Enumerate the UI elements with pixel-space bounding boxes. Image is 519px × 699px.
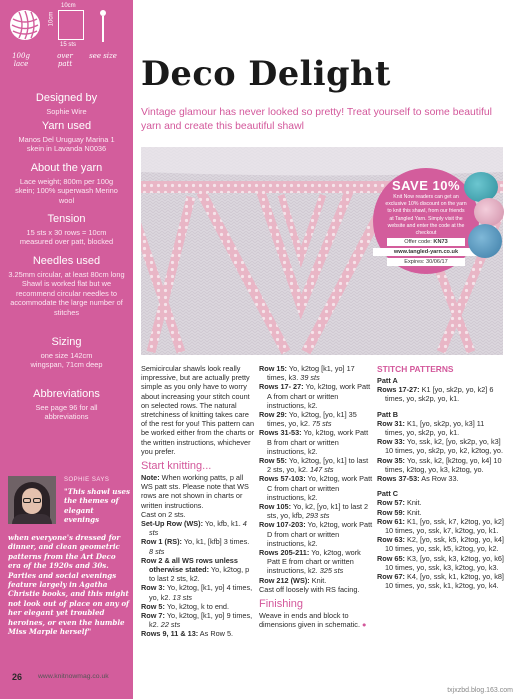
needles-section — [0, 255, 133, 317]
yarn-body: Manos Del Uruguay Marina 1 skein in Lavanda N0036 — [18, 135, 115, 154]
pattern-row — [259, 520, 373, 548]
patt-b-rows — [377, 419, 505, 483]
pattern-row — [377, 508, 505, 517]
column-3 — [377, 364, 505, 590]
row-label: Rows 9, 11 & 13: — [141, 629, 199, 639]
offer-description: Knit Now readers can get an exclusive 10% discount on the yarn to knit this shawl, from our friends at Tangled Yarn. Simply visit the website and enter the code at the checkout — [385, 194, 467, 237]
pattern-row — [377, 456, 505, 474]
column-1-intro: Semicircular shawls look really impressive, but are actually pretty simple as you only have to worry about increasing your stitch count on selected rows. The natural stretchiness of knitting takes care of the rest for you! This pattern can be worked either from the charts or the written instructions, whichever you prefer. — [141, 364, 255, 456]
blog-watermark: txjxzbd.blog.163.com — [447, 687, 513, 694]
row-label: Rows 205-211: — [259, 548, 310, 558]
needles-body: 3.25mm circular, at least 80cm long Shawl is worked flat but we recommend circular needles to accommodate the large number of stitches — [8, 270, 125, 317]
row-label: Row 35: — [377, 455, 405, 465]
offer-code-box — [387, 238, 465, 246]
pattern-row — [259, 382, 373, 410]
column-2-rows — [259, 364, 373, 585]
row-label: Rows 57-103: — [259, 474, 306, 484]
designer-quote-rest: when everyone's dressed for dinner, and clean geometric patterns from the Art Deco era of the 1920s and 30s. Parties and social evenings feature largely in Agatha Christie books, and this might not look out of place on any of her elegant yet troubled heroines, or even the humble Miss Marple herself" — [8, 533, 130, 637]
sizing-body: one size 142cm wingspan, 71cm deep — [30, 351, 103, 370]
row-stitch-count: 4 sts — [149, 519, 247, 538]
row-label: Row 61: — [377, 516, 405, 526]
note-text: When working patts, p all WS patt sts. Please note that WS rows are not shown in charts or written instructions. — [141, 473, 249, 510]
row-label: Row 1 (RS): — [141, 537, 182, 547]
gauge-caption: over patt — [57, 52, 73, 68]
pattern-row — [259, 576, 373, 585]
row-instruction: Knit. — [309, 575, 327, 585]
pattern-row — [377, 419, 505, 437]
yarn-section — [0, 120, 133, 154]
sophie-says-label: SOPHIE SAYS — [64, 477, 110, 483]
row-instruction: Yo, k2tog, p to last 2 sts, k2. — [149, 565, 250, 584]
pattern-row — [377, 474, 505, 483]
pattern-row — [141, 537, 255, 555]
pattern-row — [259, 410, 373, 428]
row-instruction: Yo, k2tog, work Patt E from chart or written instructions, k2. — [267, 548, 361, 576]
row-instruction: Yo, k1, [kfb] 3 times. — [181, 537, 250, 547]
row-instruction: K4, [yo, ssk, k1, k2tog, yo, k8] 10 times, yo, ssk, k1, k2tog, yo, k4. — [385, 572, 504, 591]
row-instruction: As Row 5. — [198, 629, 234, 639]
abbreviations-body: See page 96 for all abbreviations — [35, 403, 98, 422]
row-label: Row 59: — [377, 507, 405, 517]
row-label: Set-Up Row (WS): — [141, 519, 204, 529]
article-title: Deco Delight — [141, 54, 391, 93]
pattern-note — [141, 473, 255, 510]
designer-section — [0, 92, 133, 116]
pattern-row — [377, 517, 505, 535]
row-instruction: K2, [yo, ssk, k5, k2tog, yo, k4] 10 times, yo, ssk, k5, k2tog, yo, k2. — [385, 535, 504, 554]
discount-offer-badge — [373, 168, 479, 274]
pattern-row — [377, 535, 505, 553]
tension-body: 15 sts x 30 rows = 10cm measured over patt, blocked — [19, 228, 114, 247]
row-stitch-count: 147 sts — [307, 465, 334, 475]
row-instruction: Knit. — [404, 507, 422, 517]
row-label: Row 3: — [141, 583, 165, 593]
row-label: Row 107-203: — [259, 520, 306, 530]
pattern-row — [377, 385, 505, 403]
designer-avatar — [8, 476, 56, 524]
row-label: Row 2 & all WS rows unless otherwise stated: — [141, 555, 238, 575]
row-instruction: Yo, k2, [yo, k1] to last 2 sts, yo, kfb, — [267, 502, 369, 521]
row-instruction: K1 [yo, sk2p, yo, k2] 6 times, yo, sk2p, yo, k1. — [385, 385, 494, 404]
about-yarn-body: Lace weight; 800m per 100g skein; 100% superwash Merino wool — [15, 177, 118, 205]
pattern-row — [141, 583, 255, 601]
row-stitch-count: 75 sts — [309, 419, 332, 429]
tension-section — [0, 213, 133, 247]
sizing-heading: Sizing — [51, 336, 82, 348]
about-yarn-heading: About the yarn — [30, 162, 103, 174]
pattern-row — [141, 611, 255, 629]
offer-code: KN73 — [433, 239, 448, 246]
row-instruction: Yo, k2tog, k to end. — [164, 601, 230, 611]
patt-c-heading: Patt C — [377, 489, 399, 499]
patt-b-heading: Patt B — [377, 409, 399, 419]
abbreviations-section — [0, 388, 133, 422]
row-stitch-count: 325 sts — [317, 566, 344, 576]
row-instruction: Yo, k2tog [k1, yo] 17 times, k3. — [267, 364, 355, 383]
info-sidebar — [0, 0, 133, 699]
needle-icon — [100, 10, 106, 42]
row-stitch-count: 13 sts — [170, 592, 192, 602]
pattern-row — [141, 602, 255, 611]
page-number: 26 — [12, 672, 23, 682]
patt-a-rows — [377, 385, 505, 403]
row-label: Row 57: — [377, 498, 405, 508]
article-intro: Vintage glamour has never looked so pretty! Treat yourself to some beautiful yarn and create this beautiful shawl — [141, 107, 492, 132]
magazine-url: www.knitnowmag.co.uk — [38, 673, 109, 680]
pattern-row — [141, 629, 255, 638]
pattern-row — [259, 502, 373, 520]
pattern-row — [141, 556, 255, 584]
offer-headline: SAVE 10% — [391, 178, 461, 193]
row-label: Row 5: — [141, 601, 165, 611]
row-instruction: Yo, k2tog, work Patt A from chart or written instructions, k2. — [267, 382, 371, 410]
row-stitch-count: 39 sts — [298, 373, 320, 383]
pattern-row — [377, 572, 505, 590]
end-mark-icon: ● — [362, 620, 367, 630]
row-instruction: Yo, k2tog, [yo, k1] 35 times, yo, k2. — [267, 410, 357, 429]
row-instruction: K1, [yo, ssk, k7, k2tog, yo, k2] 10 times, yo, ssk, k7, k2tog, yo, k1. — [385, 516, 504, 536]
pattern-row — [259, 474, 373, 502]
row-instruction: Yo, k2tog, work Patt B from chart or written instructions, k2. — [267, 428, 369, 456]
yarn-heading: Yarn used — [41, 120, 92, 132]
row-stitch-count: 22 sts — [158, 620, 181, 630]
row-label: Row 31: — [377, 418, 405, 428]
yarn-skein-blue-icon — [468, 224, 502, 258]
gauge-height: 10cm — [48, 11, 55, 27]
row-label: Row 63: — [377, 535, 405, 545]
patt-c-rows — [377, 498, 505, 590]
row-label: Row 15: — [259, 364, 287, 373]
row-label: Row 105: — [259, 502, 292, 512]
row-label: Row 67: — [377, 572, 405, 582]
pattern-row — [259, 456, 373, 474]
row-instruction: Yo, ssk, k2, [yo, sk2p, yo, k3] 10 times, yo, sk2p, yo, k2, k2tog, yo. — [385, 437, 504, 456]
spec-icons — [6, 3, 128, 76]
row-instruction: Yo, k2tog, [k1, yo] 4 times, yo, k2. — [149, 583, 253, 602]
finishing-text: Weave in ends and block to dimensions given in schematic. ● — [259, 611, 367, 630]
designer-heading: Designed by — [35, 92, 98, 104]
row-label: Rows 17- 27: — [259, 382, 304, 392]
designer-quote-start: "This shawl uses the themes of elegant evenings — [64, 487, 130, 525]
row-stitch-count: 8 sts — [149, 546, 165, 556]
offer-website-link[interactable]: www.tangled-yarn.co.uk — [373, 248, 479, 256]
pattern-row — [259, 548, 373, 576]
row-label: Row 33: — [377, 437, 405, 447]
needles-heading: Needles used — [32, 255, 101, 267]
start-knitting-heading: Start knitting... — [141, 460, 212, 473]
column-1-rows — [141, 519, 255, 639]
gauge-stitches: 15 sts — [60, 42, 77, 48]
yarn-weight-caption: 100g lace — [12, 52, 30, 68]
tension-heading: Tension — [47, 213, 86, 225]
column-1 — [141, 364, 255, 639]
yarn-ball-icon — [10, 10, 40, 40]
pattern-row — [377, 498, 505, 507]
patt-a-heading: Patt A — [377, 376, 398, 385]
row-stitch-count: 293 sts — [303, 511, 330, 521]
finishing-heading: Finishing — [259, 598, 304, 611]
about-yarn-section — [0, 162, 133, 205]
pattern-row — [259, 428, 373, 456]
offer-code-label: Offer code: — [404, 239, 432, 246]
column-2 — [259, 364, 373, 629]
row-label: Rows 17-27: — [377, 385, 420, 395]
row-label: Rows 31-53: — [259, 428, 302, 438]
row-label: Row 7: — [141, 611, 165, 621]
row-label: Row 29: — [259, 410, 287, 420]
stitch-patterns-heading: STITCH PATTERNS — [377, 364, 454, 374]
row-label: Rows 37-53: — [377, 474, 420, 484]
cast-on-instruction: Cast on 2 sts. — [141, 509, 186, 519]
row-instruction: Yo, k2tog, work Patt D from chart or written instructions, k2. — [267, 520, 373, 548]
row-instruction: K3, [yo, ssk, k3, k2tog, yo, k6] 10 times, yo, ssk, k3, k2tog, yo, k3. — [385, 553, 504, 572]
row-instruction: As Row 33. — [419, 474, 459, 484]
gauge-width: 10cm — [61, 3, 76, 9]
row-label: Row 212 (WS): — [259, 575, 310, 585]
pattern-row — [377, 437, 505, 455]
row-instruction: Yo, k2tog, [k1, yo] 9 times, k2. — [149, 611, 253, 630]
row-instruction: Yo, ssk, k2, [k2tog, yo, k4] 10 times, k2tog, yo, k3, k2tog, yo. — [385, 455, 502, 474]
row-instruction: Yo, kfb, k1. — [203, 519, 241, 529]
gauge-square-icon — [58, 10, 84, 40]
needle-caption: see size — [89, 52, 117, 60]
pattern-row — [377, 554, 505, 572]
row-label: Row 65: — [377, 553, 405, 563]
row-instruction: Yo, k2tog, work Patt C from chart or written instructions, k2. — [267, 474, 373, 502]
sizing-section — [0, 336, 133, 370]
offer-expiry: Expires: 30/06/17 — [387, 258, 465, 266]
note-label: Note: — [141, 473, 160, 483]
designer-name: Sophie Wire — [46, 107, 87, 116]
row-instruction: K1, [yo, sk2p, yo, k3] 11 times, yo, sk2p, yo, k1. — [385, 418, 485, 438]
cast-off-instruction: Cast off loosely with RS facing. — [259, 584, 360, 594]
row-label: Row 55: — [259, 456, 287, 466]
pattern-row — [141, 519, 255, 537]
row-instruction: Yo, k2tog, [yo, k1] to last 2 sts, yo, k2. — [267, 456, 369, 475]
yarn-skein-pink-icon — [474, 198, 504, 226]
abbreviations-heading: Abbreviations — [33, 388, 100, 400]
row-instruction: Knit. — [404, 498, 422, 508]
pattern-row — [259, 364, 373, 382]
